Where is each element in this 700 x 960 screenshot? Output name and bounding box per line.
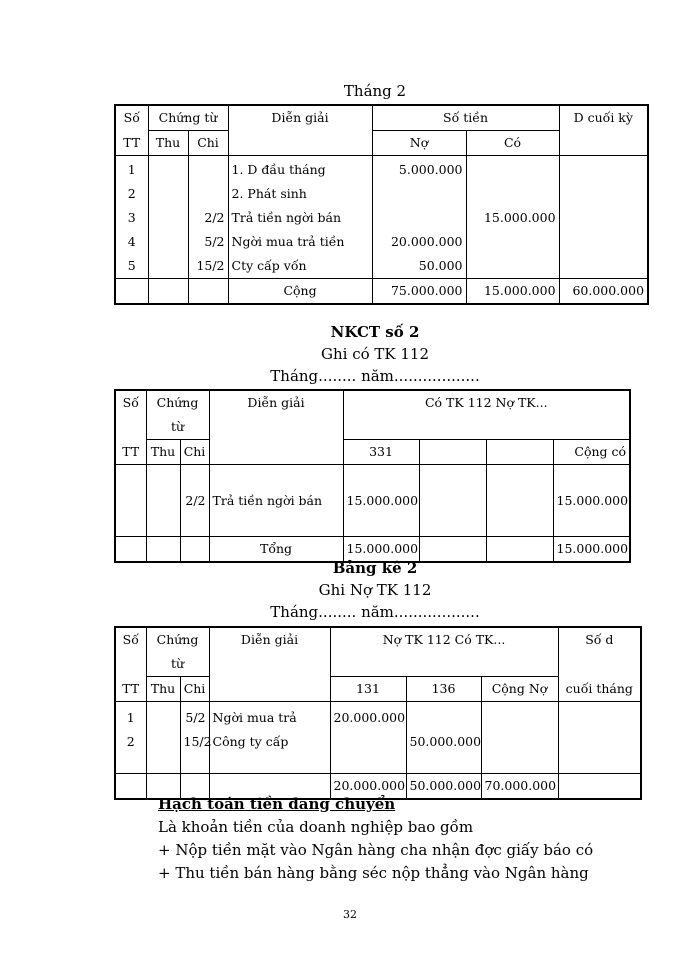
header-chungtu: Chứng từ xyxy=(146,627,209,677)
row-congco: 15.000.000 xyxy=(553,465,630,537)
total-331: 15.000.000 xyxy=(343,537,419,563)
paragraph-line: Là khoản tiền của doanh nghiệp bao gồm xyxy=(158,818,474,836)
row-131: 20.000.000 xyxy=(333,710,406,725)
paragraph-line: + Thu tiền bán hàng bằng séc nộp thẳng vào Ngân hàng xyxy=(158,864,589,882)
header-diengiai: Diễn giải xyxy=(209,627,330,702)
header-co: Có xyxy=(466,131,559,156)
table-row xyxy=(115,702,641,774)
header-chi: Chi xyxy=(180,440,209,465)
total-136: 50.000.000 xyxy=(406,774,481,800)
row-chi: 2/2 xyxy=(180,465,209,537)
header-so: Số xyxy=(115,627,146,677)
row-stt: 4 xyxy=(127,234,136,249)
header-co-tk112: Có TK 112 Nợ TK... xyxy=(343,390,630,440)
table2-subtitle: Ghi có TK 112 xyxy=(320,345,430,363)
table-row xyxy=(115,465,630,537)
table3-subtitle: Ghi Nợ TK 112 xyxy=(318,581,432,599)
header-tt: TT xyxy=(115,440,146,465)
table3-title: Bảng kê 2 xyxy=(332,559,418,577)
row-diengiai: Ngời mua trả tiền xyxy=(231,234,345,249)
row-diengiai: 2. Phát sinh xyxy=(231,186,307,201)
header-so: Số xyxy=(115,105,148,131)
row-diengiai: 1. D đầu tháng xyxy=(231,162,326,177)
total-label: Tổng xyxy=(209,537,343,563)
header-tt: TT xyxy=(115,677,146,702)
table3-period: Tháng........ năm.................. xyxy=(270,603,480,621)
header-chi: Chi xyxy=(188,131,228,156)
row-stt: 1 xyxy=(126,710,135,725)
header-cuoithang: cuối tháng xyxy=(558,677,641,702)
row-chi: 15/2 xyxy=(183,734,212,749)
header-131: 131 xyxy=(330,677,406,702)
row-diengiai: Trả tiền ngời bán xyxy=(209,465,343,537)
header-diengiai: Diễn giải xyxy=(228,105,372,156)
total-congco: 15.000.000 xyxy=(553,537,630,563)
row-no: 50.000 xyxy=(418,258,463,273)
header-so: Số xyxy=(115,390,146,440)
row-331: 15.000.000 xyxy=(343,465,419,537)
row-stt: 3 xyxy=(127,210,136,225)
row-stt: 2 xyxy=(127,186,136,201)
row-diengiai: Công ty cấp xyxy=(212,734,289,749)
header-tt: TT xyxy=(115,131,148,156)
table1-thang2 xyxy=(114,104,649,305)
header-no-tk112: Nợ TK 112 Có TK... xyxy=(330,627,558,677)
row-136: 50.000.000 xyxy=(409,734,482,749)
header-136: 136 xyxy=(406,677,481,702)
row-diengiai: Cty cấp vốn xyxy=(231,258,307,273)
table-row xyxy=(115,156,648,279)
paragraph-line: + Nộp tiền mặt vào Ngân hàng cha nhận đợc giấy báo có xyxy=(158,841,594,859)
row-diengiai: Ngời mua trả xyxy=(212,710,297,725)
row-diengiai: Trả tiền ngời bán xyxy=(231,210,342,225)
total-label: Cộng xyxy=(228,279,372,305)
header-so-d: Số d xyxy=(558,627,641,677)
row-chi: 2/2 xyxy=(204,210,225,225)
row-chi: 5/2 xyxy=(204,234,225,249)
header-chungtu: Chứng từ xyxy=(146,390,209,440)
row-no: 5.000.000 xyxy=(398,162,463,177)
total-no: 75.000.000 xyxy=(372,279,466,305)
header-du-cuoiky: D cuối kỳ xyxy=(559,105,648,156)
table3-bangke xyxy=(114,626,642,800)
header-thu: Thu xyxy=(146,440,180,465)
page-number: 32 xyxy=(343,908,357,921)
total-congno: 70.000.000 xyxy=(481,774,558,800)
header-chungtu: Chứng từ xyxy=(148,105,228,131)
header-congco: Cộng có xyxy=(553,440,630,465)
header-no: Nợ xyxy=(372,131,466,156)
header-thu: Thu xyxy=(146,677,180,702)
total-du: 60.000.000 xyxy=(559,279,648,305)
total-131: 20.000.000 xyxy=(330,774,406,800)
header-chi: Chi xyxy=(180,677,209,702)
table1-title: Tháng 2 xyxy=(343,82,407,100)
row-stt: 5 xyxy=(127,258,136,273)
table2-period: Tháng........ năm.................. xyxy=(270,367,480,385)
header-331: 331 xyxy=(343,440,419,465)
row-no: 20.000.000 xyxy=(390,234,463,249)
row-stt: 2 xyxy=(126,734,135,749)
total-co: 15.000.000 xyxy=(466,279,559,305)
table2-title: NKCT số 2 xyxy=(330,323,420,341)
header-congno: Cộng Nợ xyxy=(481,677,558,702)
header-diengiai: Diễn giải xyxy=(209,390,343,465)
header-thu: Thu xyxy=(148,131,188,156)
table2-nkct xyxy=(114,389,631,563)
header-sotien: Số tiền xyxy=(372,105,559,131)
row-stt: 1 xyxy=(127,162,136,177)
section-heading: Hạch toán tiền đang chuyển xyxy=(158,795,396,813)
row-chi: 5/2 xyxy=(185,710,206,725)
row-chi: 15/2 xyxy=(196,258,225,273)
total-row xyxy=(115,279,648,305)
row-co: 15.000.000 xyxy=(483,210,556,225)
